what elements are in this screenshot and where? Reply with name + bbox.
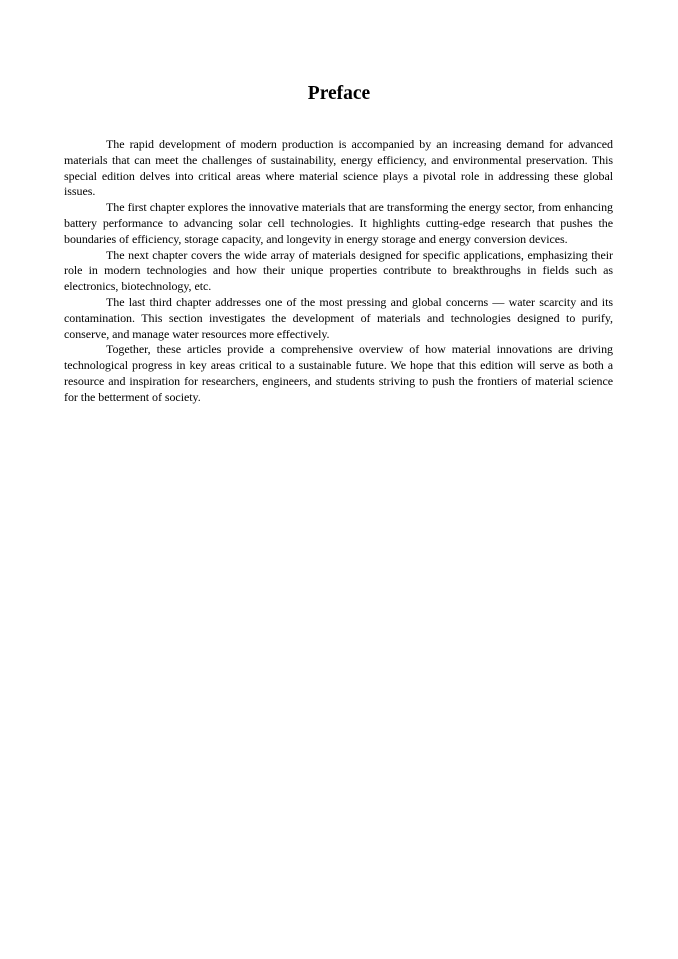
paragraph-first-chapter: The first chapter explores the innovative materials that are transforming the energy sector, from enhancing battery performance to advancing solar cell technologies. It highlights cutting-edge research that pushes the boundaries of efficiency, storage capacity, and longevity in energy storage and energy conversion devices. (64, 200, 613, 246)
paragraph-next-chapter: The next chapter covers the wide array of materials designed for specific applications, emphasizing their role in modern technologies and how their unique properties contribute to breakthroughs in fields such as electronics, biotechnology, etc. (64, 247, 613, 294)
paragraph-conclusion: Together, these articles provide a comprehensive overview of how material innovations are driving technological progress in key areas critical to a sustainable future. We hope that this edition will serve as both a resource and inspiration for researchers, engineers, and students striving to push the frontiers of material science for the betterment of society. (64, 342, 613, 404)
paragraph-last-chapter: The last third chapter addresses one of the most pressing and global concerns — water scarcity and its contamination. This section investigates the development of materials and technologies designed to purify, conserve, and manage water resources more effectively. (64, 294, 613, 341)
paragraph-intro: The rapid development of modern production is accompanied by an increasing demand for advanced materials that can meet the challenges of sustainability, energy efficiency, and environmental preservation. This special edition delves into critical areas where material science plays a pivotal role in addressing these global issues. (64, 137, 613, 199)
page-title: Preface (307, 83, 371, 104)
preface-body (64, 137, 613, 406)
